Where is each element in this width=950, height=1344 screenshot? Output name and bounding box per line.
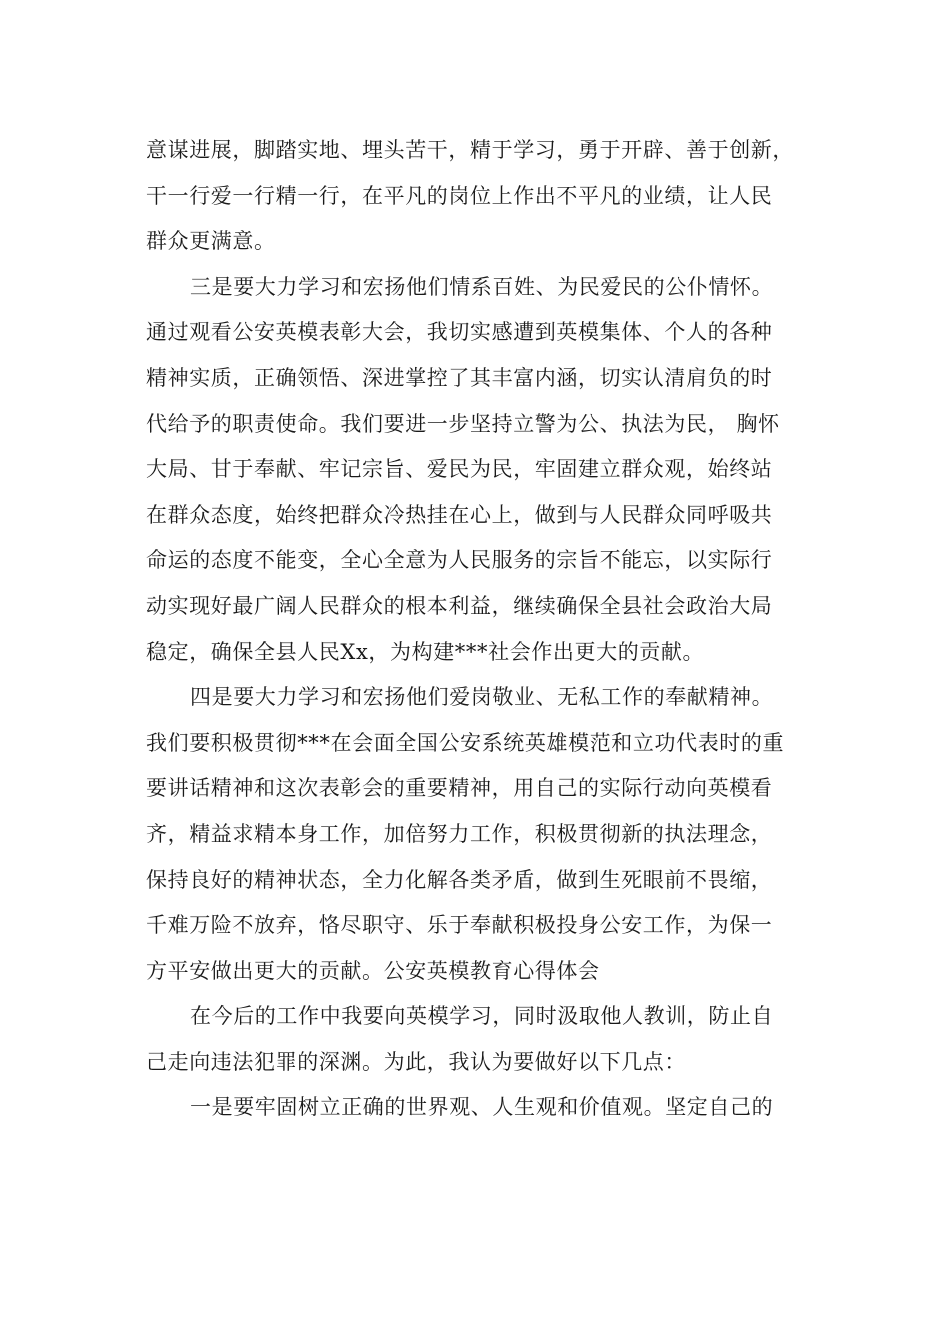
text-line: 齐，精益求精本身工作，加倍努力工作，积极贯彻新的执法理念， (146, 821, 773, 846)
text-line: 己走向违法犯罪的深渊。为此，我认为要做好以下几点： (146, 1049, 686, 1074)
text-line: 精神实质，正确领悟、深进掌控了其丰富内涵，切实认清肩负的时 (146, 365, 773, 390)
paragraph-start-line: 在今后的工作中我要向英模学习，同时汲取他人教训，防止自 (190, 1004, 774, 1029)
body-text (146, 128, 816, 1131)
text-line: 大局、甘于奉献、牢记宗旨、爱民为民，牢固建立群众观，始终站 (146, 457, 773, 482)
paragraph-start-line: 四是要大力学习和宏扬他们爱岗敬业、无私工作的奉献精神。 (190, 685, 774, 710)
text-line: 保持良好的精神状态，全力化解各类矛盾，做到生死眼前不畏缩， (146, 867, 773, 892)
text-line: 千难万险不放弃，恪尽职守、乐于奉献积极投身公安工作，为保一 (146, 913, 773, 938)
text-line: 稳定，确保全县人民Xx，为构建***社会作出更大的贡献。 (146, 639, 705, 664)
text-line: 要讲话精神和这次表彰会的重要精神，用自己的实际行动向英模看 (146, 776, 773, 801)
text-line: 动实现好最广阔人民群众的根本利益，继续确保全县社会政治大局 (146, 593, 773, 618)
text-line: 方平安做出更大的贡献。公安英模教育心得体会 (146, 958, 600, 983)
text-line: 群众更满意。 (146, 229, 276, 254)
text-line: 干一行爱一行精一行，在平凡的岗位上作出不平凡的业绩，让人民 (146, 183, 773, 208)
text-line: 命运的态度不能变，全心全意为人民服务的宗旨不能忘，以实际行 (146, 548, 773, 573)
text-line: 我们要积极贯彻***在会面全国公安系统英雄模范和立功代表时的重 (146, 730, 785, 755)
paragraph-start-line: 三是要大力学习和宏扬他们情系百姓、为民爱民的公仆情怀。 (190, 274, 774, 299)
text-line: 通过观看公安英模表彰大会，我切实感遭到英模集体、个人的各种 (146, 320, 773, 345)
text-line: 代给予的职责使命。我们要进一步坚持立警为公、执法为民， 胸怀 (146, 411, 780, 436)
text-line: 在群众态度，始终把群众冷热挂在心上，做到与人民群众同呼吸共 (146, 502, 773, 527)
paragraph-start-line: 一是要牢固树立正确的世界观、人生观和价值观。坚定自己的 (190, 1095, 774, 1120)
text-line: 意谋进展，脚踏实地、埋头苦干，精于学习，勇于开辟、善于创新， (146, 138, 794, 162)
